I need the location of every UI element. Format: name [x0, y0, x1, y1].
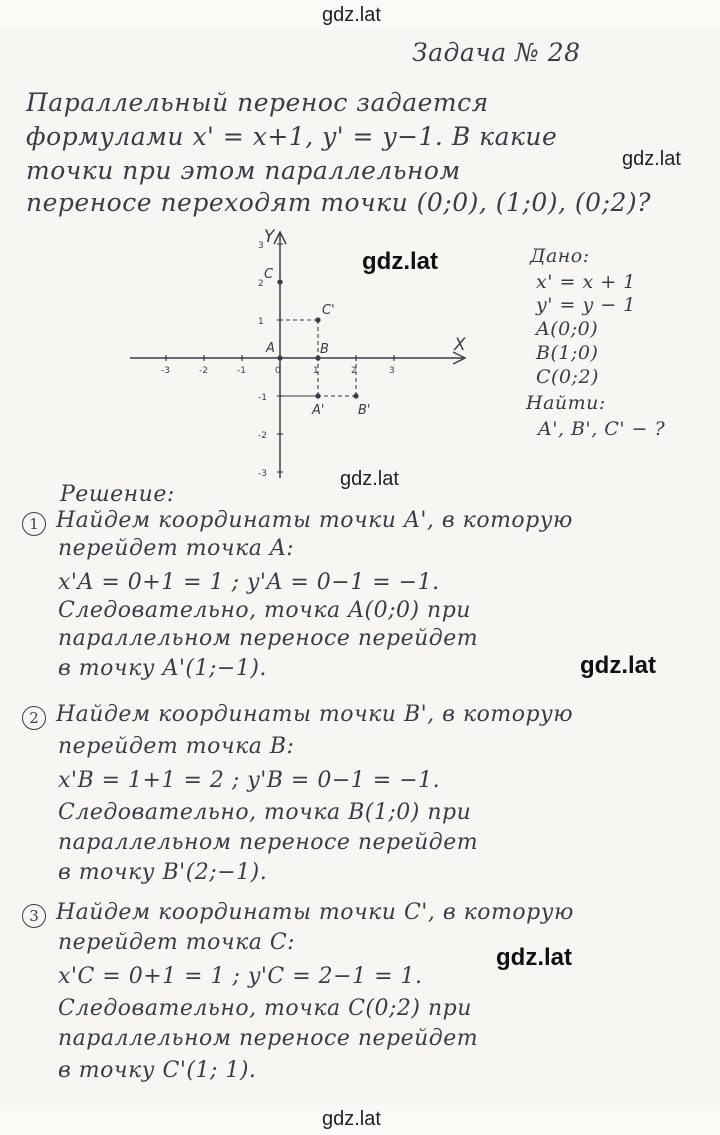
- y-tick-label: 3: [258, 241, 264, 251]
- y-tick-label: -3: [258, 469, 267, 479]
- x-axis-label: X: [454, 335, 466, 355]
- step-3-line-5: параллельном переносе перейдет: [58, 1026, 479, 1051]
- point-B-prime: [353, 393, 358, 398]
- point-C-prime: [315, 317, 320, 322]
- step-1-line-3: x'A = 0+1 = 1 ; y'A = 0−1 = −1.: [58, 570, 440, 595]
- watermark-bottom: gdz.lat: [322, 1108, 381, 1130]
- step-1-line-5: параллельном переносе перейдет: [58, 626, 479, 651]
- watermark-solution: gdz.lat: [580, 652, 656, 679]
- point-label: A': [312, 403, 325, 418]
- x-tick-label: 2: [351, 366, 357, 376]
- point-A-prime: [315, 393, 320, 398]
- step-3-line-2: перейдет точка C:: [58, 930, 296, 955]
- watermark-right: gdz.lat: [622, 148, 681, 170]
- step-1-line-1: Найдем координаты точки A', в которую: [56, 508, 573, 533]
- find-header: Найти:: [526, 392, 606, 414]
- watermark-lower: gdz.lat: [496, 944, 572, 971]
- point-C: [277, 279, 282, 284]
- point-label: C: [264, 267, 274, 282]
- step-2-line-1: Найдем координаты точки B', в которую: [56, 702, 574, 727]
- y-tick-label: -1: [258, 393, 267, 403]
- watermark-center: gdz.lat: [362, 248, 438, 275]
- given-line-1: x' = x + 1: [536, 271, 636, 293]
- problem-line-3: точки при этом параллельном: [26, 156, 461, 185]
- step-3-line-4: Следовательно, точка C(0;2) при: [58, 996, 472, 1021]
- y-axis-label: Y: [264, 227, 275, 247]
- step-3-number: 3: [22, 904, 46, 928]
- step-2-number: 2: [22, 706, 46, 730]
- problem-line-4: переносе переходят точки (0;0), (1;0), (0;2)?: [26, 188, 652, 217]
- step-2-line-3: x'B = 1+1 = 2 ; y'B = 0−1 = −1.: [58, 768, 441, 793]
- y-tick-label: 2: [258, 279, 264, 289]
- problem-line-2: формулами x' = x+1, y' = y−1. В какие: [26, 122, 558, 151]
- given-header: Дано:: [530, 245, 590, 267]
- x-tick-label: 1: [313, 366, 319, 376]
- problem-line-1: Параллельный перенос задается: [26, 88, 489, 117]
- step-2-line-2: перейдет точка B:: [58, 734, 295, 759]
- step-2-line-5: параллельном переносе перейдет: [58, 830, 479, 855]
- given-line-3: A(0;0): [536, 318, 599, 340]
- point-label: B': [358, 403, 371, 418]
- x-tick-label: 3: [389, 366, 395, 376]
- watermark-top: gdz.lat: [322, 4, 381, 26]
- step-3-line-6: в точку C'(1; 1).: [58, 1058, 257, 1083]
- step-1-line-6: в точку A'(1;−1).: [58, 656, 267, 681]
- point-A: [277, 355, 282, 360]
- step-2-line-6: в точку B'(2;−1).: [58, 860, 268, 885]
- point-label: C': [322, 303, 335, 318]
- x-tick-label: -3: [161, 366, 170, 376]
- y-tick-label: -2: [258, 431, 267, 441]
- given-line-2: y' = y − 1: [536, 294, 636, 316]
- given-line-4: B(1;0): [536, 342, 599, 364]
- watermark-mid: gdz.lat: [340, 468, 399, 490]
- x-tick-label: 0: [275, 366, 281, 376]
- point-label: A: [266, 341, 275, 356]
- given-line-5: C(0;2): [536, 366, 599, 388]
- step-1-line-4: Следовательно, точка A(0;0) при: [58, 598, 471, 623]
- x-tick-label: -1: [237, 366, 246, 376]
- step-3-line-3: x'C = 0+1 = 1 ; y'C = 2−1 = 1.: [58, 964, 423, 989]
- point-label: B: [320, 342, 329, 357]
- find-what: A', B', C' − ?: [538, 418, 666, 440]
- step-2-line-4: Следовательно, точка B(1;0) при: [58, 800, 472, 825]
- solution-header: Решение:: [60, 482, 175, 507]
- step-1-number: 1: [22, 512, 46, 536]
- step-3-line-1: Найдем координаты точки C', в которую: [56, 900, 574, 925]
- x-tick-label: -2: [199, 366, 208, 376]
- step-1-line-2: перейдет точка A:: [58, 536, 295, 561]
- task-title: Задача № 28: [412, 38, 581, 67]
- y-tick-label: 1: [258, 317, 264, 327]
